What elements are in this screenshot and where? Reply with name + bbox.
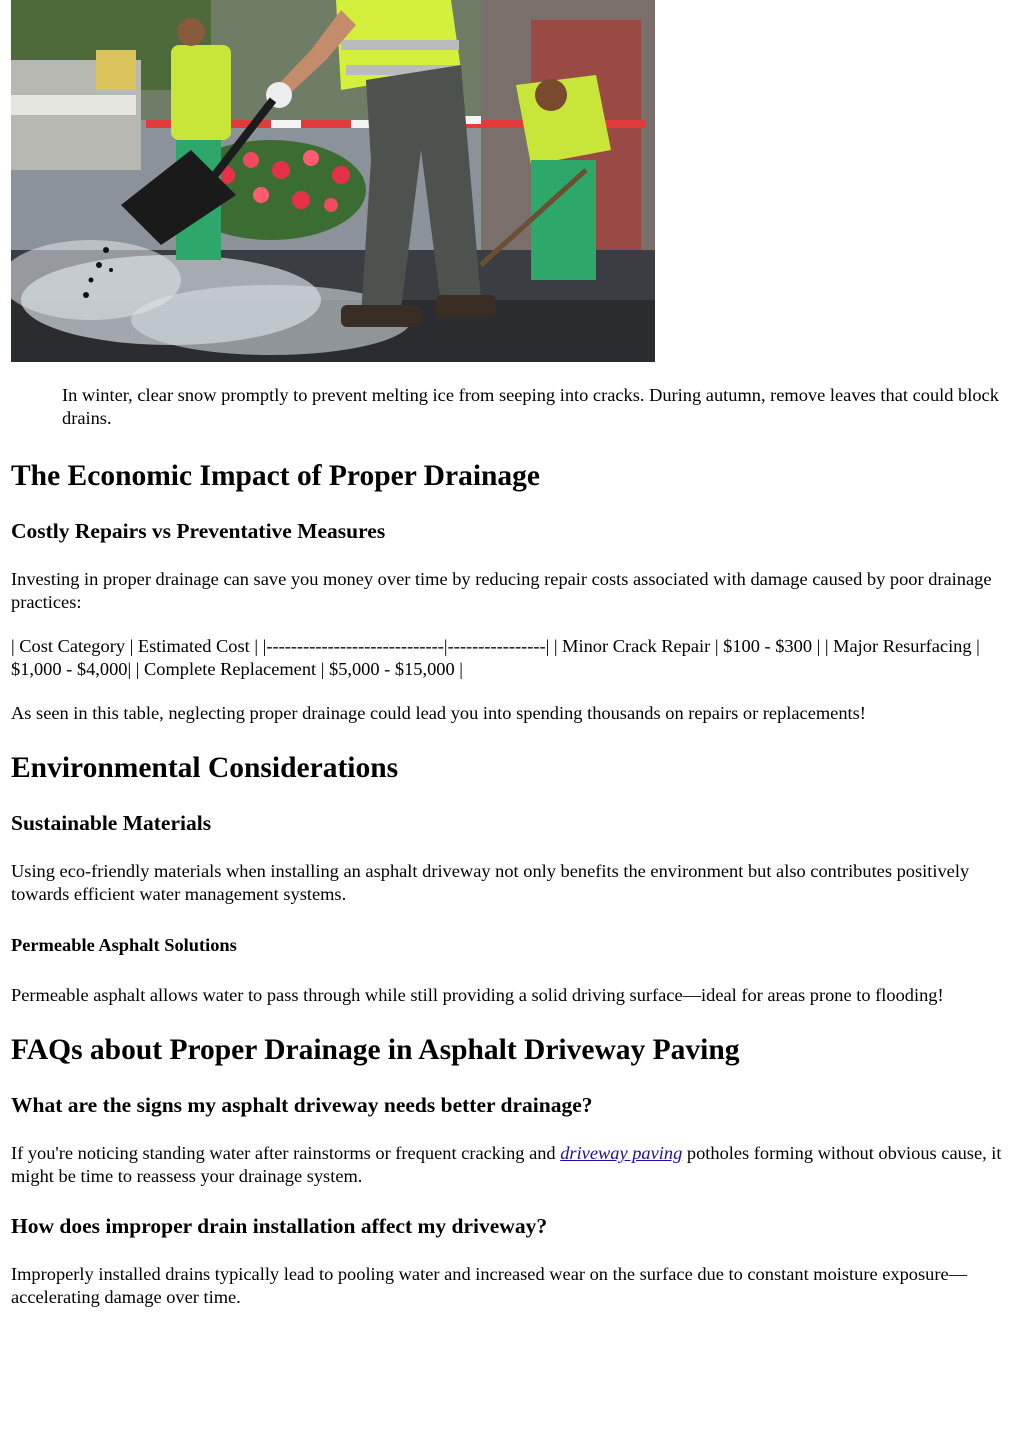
faqs-heading: FAQs about Proper Drainage in Asphalt Driveway Paving	[11, 1034, 740, 1066]
sustainable-materials-subheading: Sustainable Materials	[11, 811, 212, 835]
faq-answer-2: Improperly installed drains typically lead to pooling water and increased wear on the surface due to constant moisture exposure—accelerating damage over time.	[11, 1264, 968, 1307]
costly-repairs-subheading: Costly Repairs vs Preventative Measures	[11, 519, 386, 543]
permeable-paragraph: Permeable asphalt allows water to pass through while still providing a solid driving surface—ideal for areas prone to flooding!	[11, 985, 944, 1005]
article	[11, 0, 1014, 1309]
cost-table-text: | Cost Category | Estimated Cost | |-----------------------------|----------------| | Minor Crack Repair | $100 - $300 | | Major Resurfacing | $1,000 - $4,000| | Complete Replacement | $5,000 - $15,000 |	[11, 636, 980, 679]
faq-question-2: How does improper drain installation affect my driveway?	[11, 1214, 548, 1238]
faq-answer-1	[11, 1142, 1014, 1188]
driveway-paving-link[interactable]: driveway paving	[560, 1143, 683, 1163]
economic-heading: The Economic Impact of Proper Drainage	[11, 460, 541, 492]
intro-paragraph: In winter, clear snow promptly to prevent melting ice from seeping into cracks. During autumn, remove leaves that could block drains.	[62, 385, 999, 428]
economic-conclusion: As seen in this table, neglecting proper drainage could lead you into spending thousands on repairs or replacements!	[11, 703, 866, 723]
sustainable-paragraph: Using eco-friendly materials when installing an asphalt driveway not only benefits the environment but also contributes positively towards efficient water management systems.	[11, 861, 970, 904]
economic-paragraph: Investing in proper drainage can save you money over time by reducing repair costs associated with damage caused by poor drainage practices:	[11, 569, 992, 612]
faq-answer-1-start: If you're noticing standing water after rainstorms or frequent cracking and	[11, 1143, 561, 1163]
faq-answer-1-end: potholes forming without obvious cause, it might be time to reassess your drainage system.	[11, 1143, 1002, 1186]
faq-question-1: What are the signs my asphalt driveway needs better drainage?	[11, 1093, 593, 1117]
asphalt-workers-photo	[11, 0, 655, 362]
permeable-asphalt-heading: Permeable Asphalt Solutions	[11, 935, 237, 955]
environment-heading: Environmental Considerations	[11, 752, 399, 784]
